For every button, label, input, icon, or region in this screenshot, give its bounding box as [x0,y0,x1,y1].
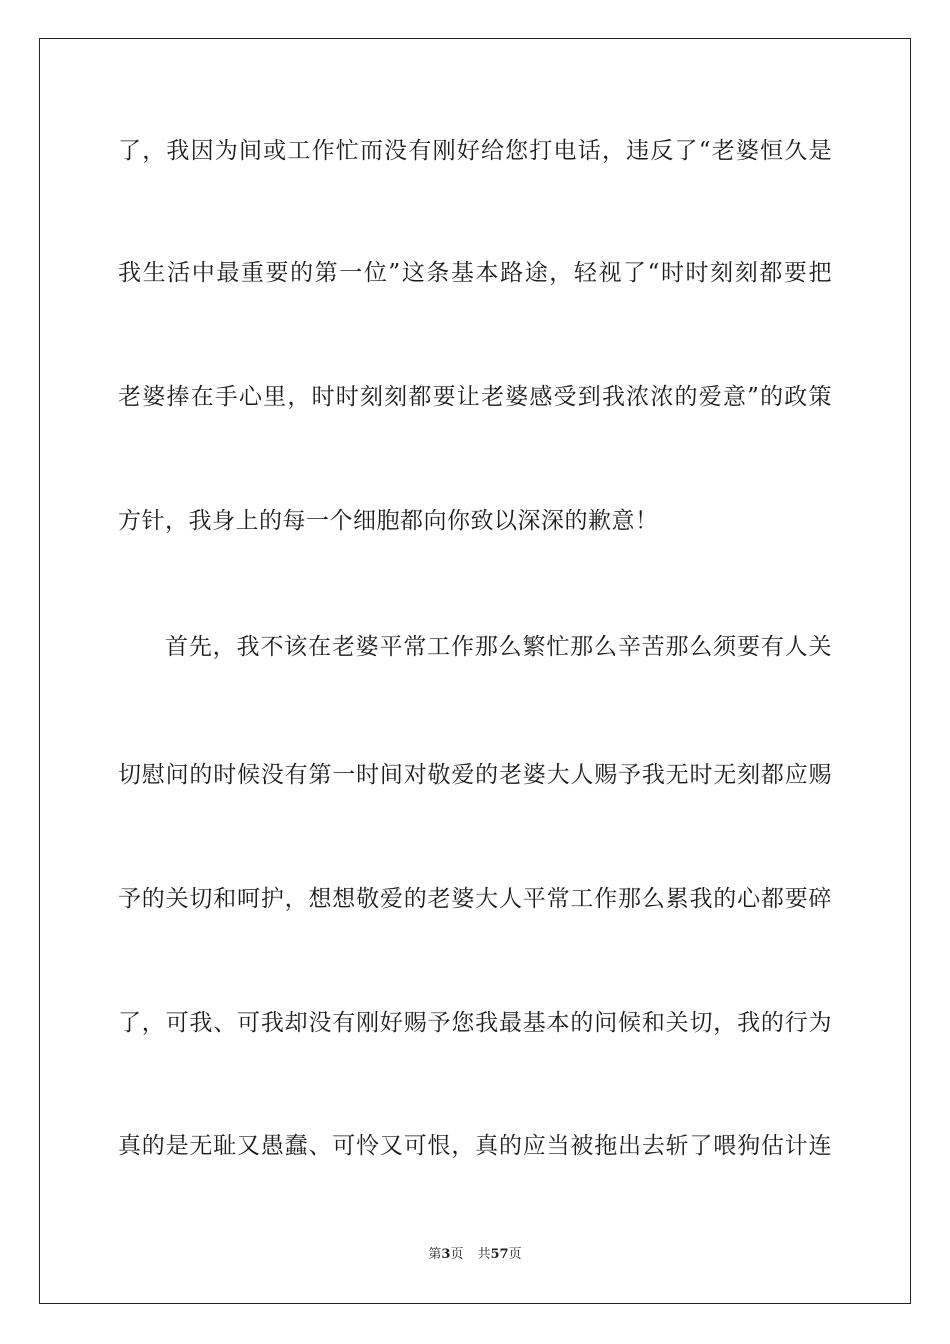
total-suffix: 页 [508,1247,522,1262]
page-footer [0,1246,950,1264]
page-number: 3 [441,1247,451,1262]
text-line-7: 予的关切和呵护，想想敬爱的老婆大人平常工作那么累我的心都要碎 [118,886,832,912]
text-line-2: 我生活中最重要的第一位”这条基本路途，轻视了“时时刻刻都要把 [118,260,832,286]
total-prefix: 共 [477,1247,491,1262]
text-line-5-paragraph-start: 首先，我不该在老婆平常工作那么繁忙那么辛苦那么须要有人关 [165,634,832,660]
page-suffix: 页 [450,1247,464,1262]
text-line-9: 真的是无耻又愚蠢、可怜又可恨，真的应当被拖出去斩了喂狗估计连 [118,1133,832,1159]
text-line-3: 老婆捧在手心里，时时刻刻都要让老婆感受到我浓浓的爱意”的政策 [118,384,832,410]
total-pages: 57 [490,1247,509,1262]
text-line-8: 了，可我、可我却没有刚好赐予您我最基本的问候和关切，我的行为 [118,1010,832,1036]
page-prefix: 第 [428,1247,442,1262]
text-line-4: 方针，我身上的每一个细胞都向你致以深深的歉意！ [118,508,659,534]
text-line-6: 切慰问的时候没有第一时间对敬爱的老婆大人赐予我无时无刻都应赐 [118,762,832,788]
page-border [39,38,911,1304]
text-line-1: 了，我因为间或工作忙而没有刚好给您打电话，违反了“老婆恒久是 [118,138,832,164]
